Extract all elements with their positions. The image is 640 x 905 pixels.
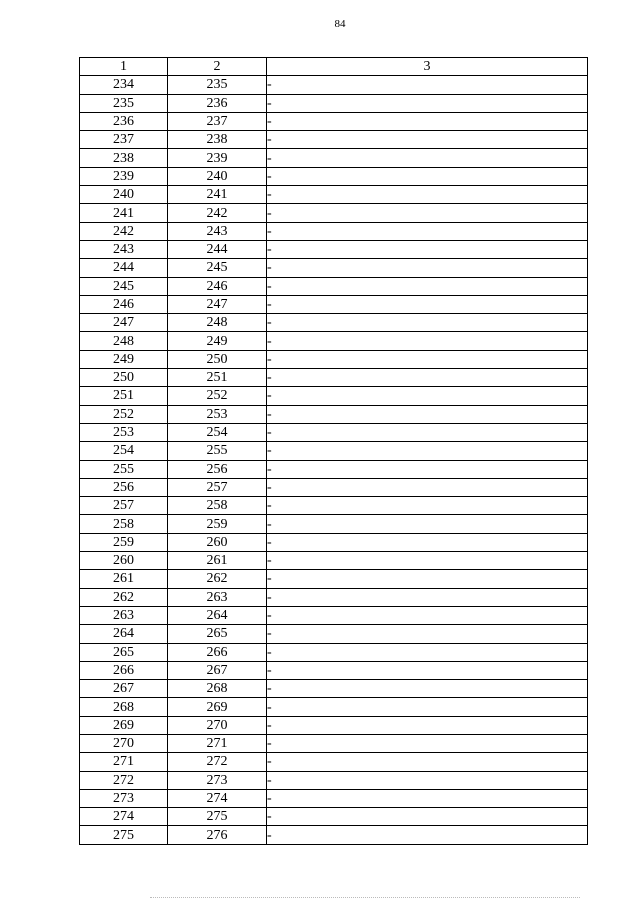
cell-col-3: -: [267, 808, 588, 826]
cell-col-1: 252: [80, 405, 168, 423]
table-row: [80, 186, 588, 204]
cell-col-3: -: [267, 606, 588, 624]
table-row: [80, 277, 588, 295]
table-row: [80, 606, 588, 624]
cell-col-2: 238: [168, 131, 267, 149]
table-row: [80, 588, 588, 606]
cell-col-2: 239: [168, 149, 267, 167]
cell-col-1: 260: [80, 552, 168, 570]
cell-col-3: -: [267, 570, 588, 588]
table-row: [80, 826, 588, 844]
cell-col-2: 270: [168, 716, 267, 734]
cell-col-3: -: [267, 680, 588, 698]
table-row: [80, 734, 588, 752]
cell-col-1: 248: [80, 332, 168, 350]
table-row: [80, 387, 588, 405]
cell-col-1: 243: [80, 240, 168, 258]
cell-col-1: 237: [80, 131, 168, 149]
cell-col-3: -: [267, 771, 588, 789]
cell-col-1: 257: [80, 497, 168, 515]
cell-col-3: -: [267, 186, 588, 204]
cell-col-2: 263: [168, 588, 267, 606]
cell-col-1: 265: [80, 643, 168, 661]
cell-col-1: 258: [80, 515, 168, 533]
table-row: [80, 369, 588, 387]
cell-col-1: 264: [80, 625, 168, 643]
cell-col-3: -: [267, 149, 588, 167]
cell-col-2: 250: [168, 350, 267, 368]
cell-col-1: 273: [80, 789, 168, 807]
cell-col-3: -: [267, 552, 588, 570]
cell-col-2: 275: [168, 808, 267, 826]
cell-col-2: 259: [168, 515, 267, 533]
cell-col-2: 254: [168, 423, 267, 441]
table-row: [80, 295, 588, 313]
cell-col-2: 252: [168, 387, 267, 405]
cell-col-2: 237: [168, 112, 267, 130]
table-row: [80, 332, 588, 350]
cell-col-1: 240: [80, 186, 168, 204]
cell-col-1: 262: [80, 588, 168, 606]
cell-col-2: 276: [168, 826, 267, 844]
cell-col-2: 261: [168, 552, 267, 570]
table-row: [80, 76, 588, 94]
cell-col-3: -: [267, 295, 588, 313]
cell-col-1: 275: [80, 826, 168, 844]
table-row: [80, 570, 588, 588]
cell-col-3: -: [267, 661, 588, 679]
cell-col-3: -: [267, 387, 588, 405]
cell-col-3: -: [267, 277, 588, 295]
cell-col-1: 238: [80, 149, 168, 167]
cell-col-1: 255: [80, 460, 168, 478]
table-row: [80, 808, 588, 826]
cell-col-1: 242: [80, 222, 168, 240]
cell-col-3: -: [267, 350, 588, 368]
cell-col-3: -: [267, 533, 588, 551]
table-row: [80, 497, 588, 515]
table-row: [80, 698, 588, 716]
cell-col-2: 271: [168, 734, 267, 752]
table-body: [80, 76, 588, 844]
cell-col-3: -: [267, 698, 588, 716]
cell-col-3: -: [267, 625, 588, 643]
table-row: [80, 680, 588, 698]
cell-col-1: 241: [80, 204, 168, 222]
cell-col-1: 270: [80, 734, 168, 752]
cell-col-3: -: [267, 789, 588, 807]
page-bottom-edge: [150, 897, 580, 899]
cell-col-3: -: [267, 478, 588, 496]
table-row: [80, 423, 588, 441]
cell-col-2: 258: [168, 497, 267, 515]
cell-col-3: -: [267, 423, 588, 441]
cell-col-1: 234: [80, 76, 168, 94]
column-header-1: 1: [80, 58, 168, 76]
cell-col-1: 267: [80, 680, 168, 698]
table-row: [80, 625, 588, 643]
cell-col-1: 244: [80, 259, 168, 277]
table-row: [80, 259, 588, 277]
cell-col-3: -: [267, 405, 588, 423]
cell-col-3: -: [267, 734, 588, 752]
cell-col-3: -: [267, 240, 588, 258]
cell-col-2: 272: [168, 753, 267, 771]
cell-col-1: 261: [80, 570, 168, 588]
cell-col-1: 256: [80, 478, 168, 496]
table-row: [80, 460, 588, 478]
cell-col-1: 235: [80, 94, 168, 112]
cell-col-3: -: [267, 332, 588, 350]
cell-col-2: 269: [168, 698, 267, 716]
column-header-2: 2: [168, 58, 267, 76]
cell-col-3: -: [267, 588, 588, 606]
cell-col-1: 263: [80, 606, 168, 624]
cell-col-1: 269: [80, 716, 168, 734]
cell-col-2: 247: [168, 295, 267, 313]
cell-col-3: -: [267, 369, 588, 387]
table-row: [80, 771, 588, 789]
cell-col-2: 266: [168, 643, 267, 661]
cell-col-1: 236: [80, 112, 168, 130]
cell-col-2: 243: [168, 222, 267, 240]
cell-col-2: 265: [168, 625, 267, 643]
cell-col-2: 268: [168, 680, 267, 698]
cell-col-3: -: [267, 222, 588, 240]
cell-col-1: 246: [80, 295, 168, 313]
cell-col-3: -: [267, 442, 588, 460]
cell-col-1: 247: [80, 314, 168, 332]
table-row: [80, 789, 588, 807]
cell-col-1: 254: [80, 442, 168, 460]
table-row: [80, 112, 588, 130]
table-row: [80, 167, 588, 185]
table-row: [80, 204, 588, 222]
cell-col-2: 255: [168, 442, 267, 460]
cell-col-2: 236: [168, 94, 267, 112]
table-row: [80, 716, 588, 734]
cell-col-2: 273: [168, 771, 267, 789]
cell-col-2: 264: [168, 606, 267, 624]
table-row: [80, 643, 588, 661]
cell-col-2: 274: [168, 789, 267, 807]
cell-col-1: 266: [80, 661, 168, 679]
cell-col-1: 268: [80, 698, 168, 716]
cell-col-2: 240: [168, 167, 267, 185]
table-row: [80, 405, 588, 423]
cell-col-1: 259: [80, 533, 168, 551]
cell-col-2: 260: [168, 533, 267, 551]
cell-col-3: -: [267, 94, 588, 112]
cell-col-3: -: [267, 515, 588, 533]
table-row: [80, 442, 588, 460]
cell-col-2: 253: [168, 405, 267, 423]
cell-col-3: -: [267, 826, 588, 844]
table-header-row: [80, 58, 588, 76]
cell-col-3: -: [267, 131, 588, 149]
cell-col-2: 267: [168, 661, 267, 679]
table-row: [80, 515, 588, 533]
cell-col-3: -: [267, 259, 588, 277]
cell-col-3: -: [267, 167, 588, 185]
table-row: [80, 753, 588, 771]
table-row: [80, 94, 588, 112]
table-row: [80, 661, 588, 679]
cell-col-1: 271: [80, 753, 168, 771]
cell-col-3: -: [267, 460, 588, 478]
table-row: [80, 350, 588, 368]
table-row: [80, 131, 588, 149]
cell-col-3: -: [267, 76, 588, 94]
table-row: [80, 222, 588, 240]
cell-col-2: 235: [168, 76, 267, 94]
cell-col-3: -: [267, 204, 588, 222]
cell-col-3: -: [267, 112, 588, 130]
cell-col-2: 245: [168, 259, 267, 277]
cell-col-1: 250: [80, 369, 168, 387]
cell-col-1: 245: [80, 277, 168, 295]
table-row: [80, 149, 588, 167]
cell-col-3: -: [267, 716, 588, 734]
cell-col-2: 256: [168, 460, 267, 478]
cell-col-2: 241: [168, 186, 267, 204]
cell-col-1: 253: [80, 423, 168, 441]
cell-col-2: 257: [168, 478, 267, 496]
table-row: [80, 552, 588, 570]
table-row: [80, 314, 588, 332]
cell-col-3: -: [267, 497, 588, 515]
table-row: [80, 240, 588, 258]
cell-col-2: 251: [168, 369, 267, 387]
cell-col-3: -: [267, 643, 588, 661]
cell-col-1: 274: [80, 808, 168, 826]
cell-col-3: -: [267, 753, 588, 771]
table-row: [80, 533, 588, 551]
cell-col-1: 272: [80, 771, 168, 789]
cell-col-2: 248: [168, 314, 267, 332]
cell-col-1: 251: [80, 387, 168, 405]
cell-col-3: -: [267, 314, 588, 332]
cell-col-2: 262: [168, 570, 267, 588]
page-number: 84: [334, 18, 346, 30]
cell-col-2: 242: [168, 204, 267, 222]
data-table: [79, 57, 588, 845]
cell-col-2: 249: [168, 332, 267, 350]
table-row: [80, 478, 588, 496]
cell-col-2: 246: [168, 277, 267, 295]
column-header-3: 3: [267, 58, 588, 76]
cell-col-1: 249: [80, 350, 168, 368]
cell-col-1: 239: [80, 167, 168, 185]
cell-col-2: 244: [168, 240, 267, 258]
